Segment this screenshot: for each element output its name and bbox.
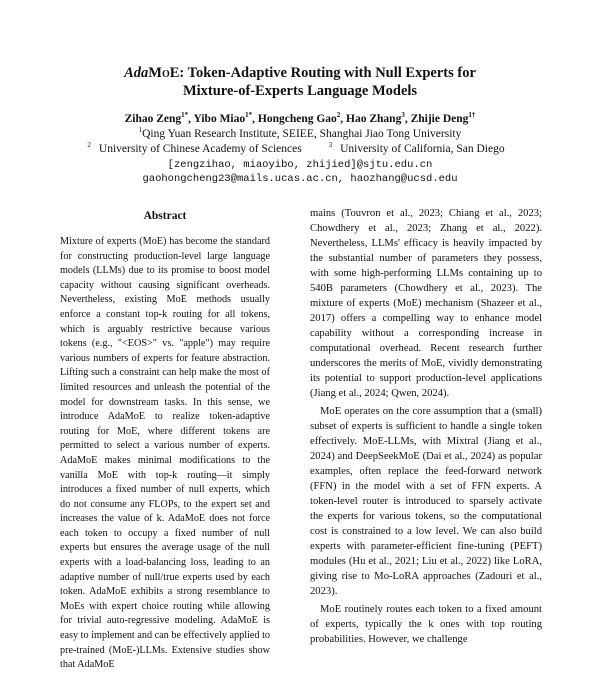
- affiliation-text: University of Chinese Academy of Sciences: [98, 143, 302, 155]
- author-name: Yibo Miao: [193, 113, 246, 125]
- affiliation-text: Qing Yuan Research Institute, SEIEE, Shanghai Jiao Tong University: [142, 128, 462, 140]
- affiliation-1: [40, 127, 560, 142]
- paper-title: [60, 64, 540, 100]
- abstract-text: Mixture of experts (MoE) has become the standard for constructing production-level large language models (LLMs) due to its promise to boost model capacity without causing significant overheads. Nevertheless, existing MoE methods usually enforce a constant top-k routing for all tokens, which is arguably restrictive because various tokens (e.g., "<EOS>" vs. "apple") may require various numbers of experts for feature abstraction. Lifting such a constraint can help make the most of limited resources and unleash the potential of the model for downstream tasks. In this sense, we introduce AdaMoE to realize token-adaptive routing for MoE, where different tokens are permitted to select a various number of experts. AdaMoE makes minimal modifications to the vanilla MoE with top-k routing—it simply introduces a fixed number of null experts, which do not consume any FLOPs, to the expert set and increases the value of k. AdaMoE does not force each token to occupy a fixed number of null experts but ensures the average usage of the null experts with a load-balancing loss, leading to an adaptive number of null/true experts used by each token. AdaMoE exhibits a strong resemblance to MoEs with expert choice routing while allowing for trivial auto-regressive modeling. AdaMoE is easy to implement and can be effectively applied to pre-trained (MoE-)LLMs. Extensive studies show that AdaMoE: [60, 236, 270, 671]
- author-list: Zihao Zeng$^{1*}$, Yibo Miao$^{1*}$, Hongcheng Gao$^2$, Hao Zhang$^3$, Zhijie Deng$^{1\dagger}$: [124, 111, 476, 125]
- email-line-1: [zengzihao, miaoyibo, zhijied]@sjtu.edu.cn: [167, 159, 433, 171]
- author-mark: 3: [401, 111, 405, 120]
- affiliation-mark: 3: [328, 141, 333, 150]
- intro-column: [310, 206, 542, 647]
- body-paragraph: MoE operates on the core assumption that a (small) subset of experts is sufficient to handle a single token effectively. MoE-LLMs, with Mixtral (Jiang et al., 2024) and DeepSeekMoE (Dai et al., 2024) as popular examples, often replace the feed-forward network (FFN) in the model with a set of FFN experts. A token-level router is introduced to sparsely activate the experts for various tokens, so the computational cost is constrained to a low level. We can also build experts with parameter-efficient fine-tuning (PEFT) modules (Hu et al., 2021; Liu et al., 2022) like LoRA, giving rise to Mo-LoRA approaches (Zadouri et al., 2023).: [310, 406, 542, 597]
- abstract-body: [60, 235, 270, 673]
- affiliation-mark: 2: [87, 141, 91, 150]
- author-name: Zhijie Deng: [410, 113, 469, 125]
- title-moe: MoE: [148, 65, 180, 81]
- author-name: Hongcheng Gao: [257, 113, 337, 125]
- title-ada: Ada: [124, 65, 149, 81]
- abstract-heading: Abstract: [143, 210, 187, 222]
- affiliation-text: University of California, San Diego: [340, 143, 505, 155]
- email-line-2: gaohongcheng23@mails.ucas.ac.cn, haozhang@ucsd.edu: [142, 173, 458, 185]
- author-name: Zihao Zeng: [124, 113, 182, 125]
- title-line2: Mixture-of-Experts Language Models: [182, 83, 418, 99]
- affiliation-mark: 1: [138, 126, 143, 135]
- author-mark: 1*: [245, 111, 253, 120]
- author-mark: 2: [336, 111, 341, 120]
- author-mark: 1†: [468, 111, 476, 120]
- author-name: Hao Zhang: [346, 113, 402, 125]
- author-mark: 1*: [181, 111, 189, 120]
- body-paragraph: MoE routinely routes each token to a fixed amount of experts, typically the k ones with top routing probabilities. However, we challenge: [310, 604, 542, 645]
- body-paragraph: mains (Touvron et al., 2023; Chiang et al., 2023; Chowdhery et al., 2023; Zhang et al., 2022). Nevertheless, LLMs' efficacy is heavily impacted by the substantial number of parameters they possess, with some high-performing LLMs containing up to 540B parameters (Chowdhery et al., 2023). The mixture of experts (MoE) mechanism (Shazeer et al., 2017) offers a compelling way to enhance model capability without a corresponding increase in computational overhead. Recent research further underscores the merits of MoE, vividly demonstrating its potential to support production-level applications (Jiang et al., 2024; Qwen, 2024).: [310, 208, 542, 399]
- title-rest-line1: : Token-Adaptive Routing with Null Experts for: [179, 65, 476, 81]
- affiliation-2-3: [40, 142, 560, 157]
